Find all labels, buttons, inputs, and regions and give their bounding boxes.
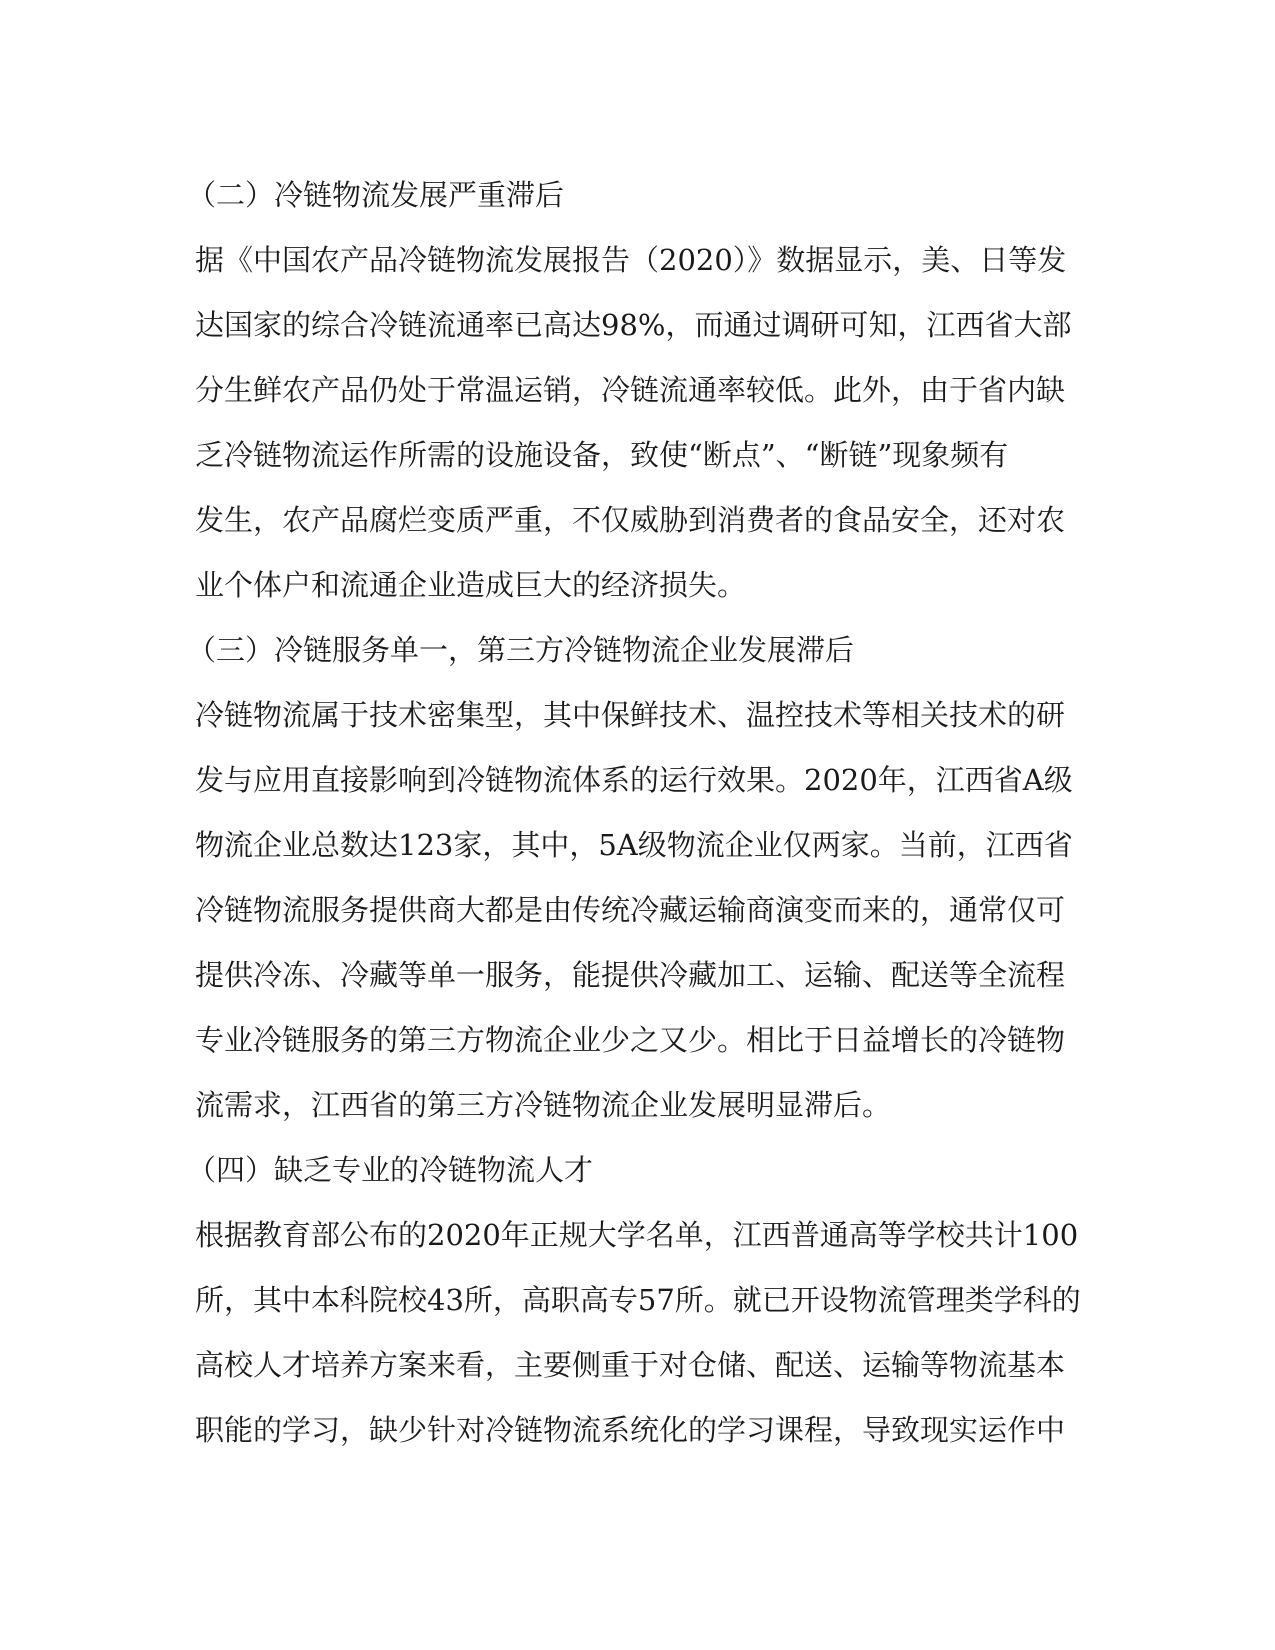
paragraph-line: 物流企业总数达123家，其中，5A级物流企业仅两家。当前，江西省 bbox=[195, 828, 1073, 862]
paragraph-line: 分生鲜农产品仍处于常温运销，冷链流通率较低。此外，由于省内缺 bbox=[195, 373, 1066, 407]
section-heading-2: （二）冷链物流发展严重滞后 bbox=[187, 178, 565, 212]
paragraph-line: 冷链物流属于技术密集型，其中保鲜技术、温控技术等相关技术的研 bbox=[195, 698, 1066, 732]
paragraph-line: 提供冷冻、冷藏等单一服务，能提供冷藏加工、运输、配送等全流程 bbox=[195, 958, 1066, 992]
paragraph-line: 流需求，江西省的第三方冷链物流企业发展明显滞后。 bbox=[195, 1088, 892, 1122]
paragraph-line: 业个体户和流通企业造成巨大的经济损失。 bbox=[195, 568, 747, 602]
paragraph-line: 所，其中本科院校43所，高职高专57所。就已开设物流管理类学科的 bbox=[195, 1283, 1081, 1317]
paragraph-line: 职能的学习，缺少针对冷链物流系统化的学习课程，导致现实运作中 bbox=[195, 1413, 1066, 1447]
section-heading-3: （三）冷链服务单一，第三方冷链物流企业发展滞后 bbox=[187, 633, 855, 667]
paragraph-line: 高校人才培养方案来看，主要侧重于对仓储、配送、运输等物流基本 bbox=[195, 1348, 1066, 1382]
paragraph-line: 乏冷链物流运作所需的设施设备，致使“断点”、“断链”现象频有 bbox=[195, 438, 1009, 472]
paragraph-line: 发生，农产品腐烂变质严重，不仅威胁到消费者的食品安全，还对农 bbox=[195, 503, 1066, 537]
section-heading-4: （四）缺乏专业的冷链物流人才 bbox=[187, 1153, 594, 1187]
paragraph-line: 发与应用直接影响到冷链物流体系的运行效果。2020年，江西省A级 bbox=[195, 763, 1073, 797]
paragraph-line: 据《中国农产品冷链物流发展报告（2020）》数据显示，美、日等发 bbox=[195, 243, 1067, 277]
document-body bbox=[187, 163, 1081, 1463]
paragraph-line: 专业冷链服务的第三方物流企业少之又少。相比于日益增长的冷链物 bbox=[195, 1023, 1066, 1057]
paragraph-line: 达国家的综合冷链流通率已高达98%，而通过调研可知，江西省大部 bbox=[195, 308, 1072, 342]
paragraph-line: 根据教育部公布的2020年正规大学名单，江西普通高等学校共计100 bbox=[195, 1218, 1079, 1252]
paragraph-line: 冷链物流服务提供商大都是由传统冷藏运输商演变而来的，通常仅可 bbox=[195, 893, 1066, 927]
